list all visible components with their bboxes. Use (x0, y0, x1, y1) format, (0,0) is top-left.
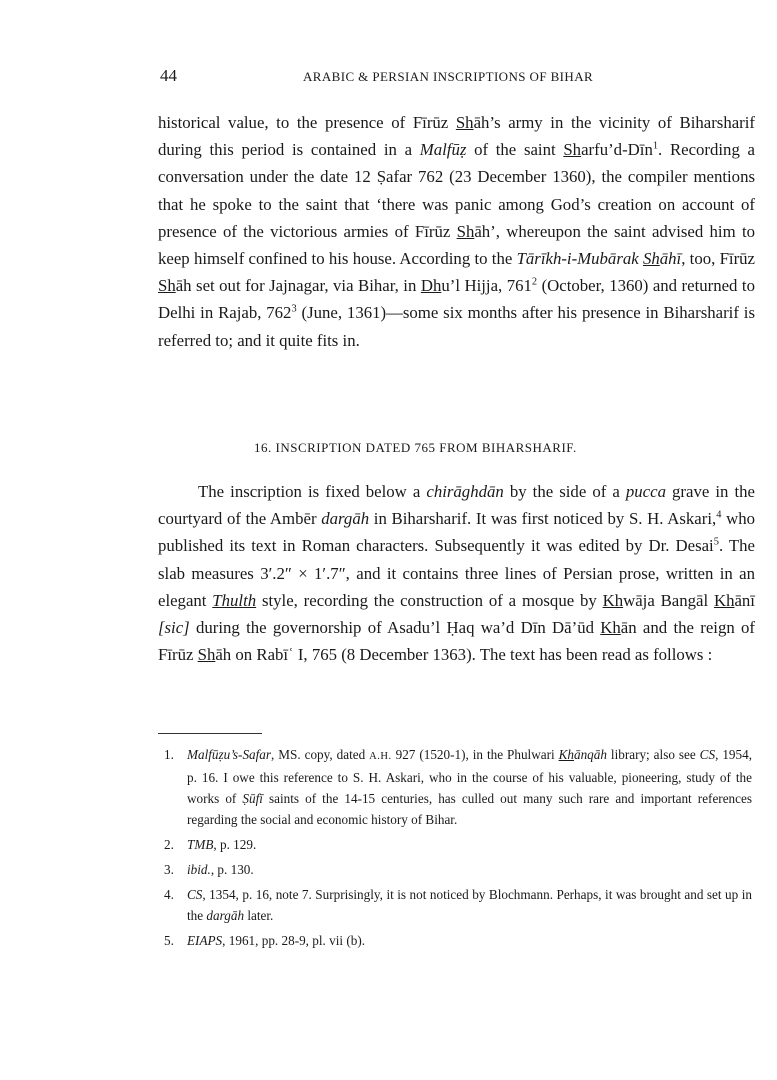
footnote-separator (158, 733, 262, 734)
body-text-lower (158, 478, 755, 668)
footnote-3: 3. ibid., p. 130. (164, 862, 254, 877)
footnote-2: 2. TMB, p. 129. (164, 837, 257, 852)
page-header (160, 66, 755, 88)
footnote-ref-2: 2 (531, 276, 538, 288)
footnote-ref-1: 1 (652, 140, 659, 152)
footnotes (164, 744, 752, 955)
footnote-4: 4. CS, 1354, p. 16, note 7. Surprisingly, it is not noticed by Blochmann. Perhaps, it was brought and set up in the dargāh later. (164, 887, 752, 923)
section-heading: 16. INSCRIPTION DATED 765 FROM BIHARSHARIF. (254, 440, 577, 455)
footnote-1: 1. Malfūẓu’s-Safar, MS. copy, dated A.H. 927 (1520-1), in the Phulwari Khānqāh library; also see CS, 1954, p. 16. I owe this reference to S. H. Askari, who in the course of his valuable, pioneering, study of the works of Ṣūfī saints of the 14-15 centuries, has culled out many such rare and important references regarding the social and economic history of Bihar. (164, 747, 752, 827)
footnote-ref-3: 3 (291, 303, 297, 315)
footnote-ref-5: 5 (713, 536, 719, 548)
footnote-5: 5. EIAPS, 1961, pp. 28-9, pl. vii (b). (164, 933, 366, 948)
footnote-ref-4: 4 (716, 509, 722, 521)
paragraph-historical-value: historical value, to the presence of Fīrūz Shāh’s army in the vicinity of Biharsharif during this period is contained in a Malfūẓ of the saint Sharfu’d-Dīn$^1$. Recording a conversation under the date 12 Ṣafar 762 (23 December 1360), the compiler mentions that he spoke to the saint that ‘there was panic among God’s creation on account of presence of the victorious armies of Fīrūz Shāh’, whereupon the saint advised him to keep himself confined to his house. According to the Tārīkh-i-Mubārak Shāhī, too, Fīrūz Shāh set out for Jajnagar, via Bihar, in Dhu’l Hijja, $761^2$ (October, 1360) and returned to Delhi in Rajab, $762^3$ (June, 1361)—some six months after his presence in Biharsharif is referred to; and it quite fits in. (158, 113, 756, 350)
body-text-upper (158, 109, 755, 354)
running-title: ARABIC & PERSIAN INSCRIPTIONS OF BIHAR (303, 69, 594, 84)
paragraph-inscription: The inscription is fixed below a chirāghdān by the side of a pucca grave in the courtyard of the Ambēr dargāh in Biharsharif. It was first noticed by S. H. Askari,$^4$ who published its text in Roman characters. Subsequently it was edited by Dr. Desai$^5$. The slab measures 3′.2″ × 1′.7″, and it contains three lines of Persian prose, written in an elegant Thulth style, recording the construction of a mosque by Khwāja Bangāl Khānī [sic] during the governorship of Asadu’l Ḥaq wa’d Dīn Dā’ūd Khān and the reign of Fīrūz Shāh on Rabīʿ I, 765 (8 December 1363). The text has been read as follows : (158, 482, 755, 665)
page-number: 44 (160, 66, 177, 85)
